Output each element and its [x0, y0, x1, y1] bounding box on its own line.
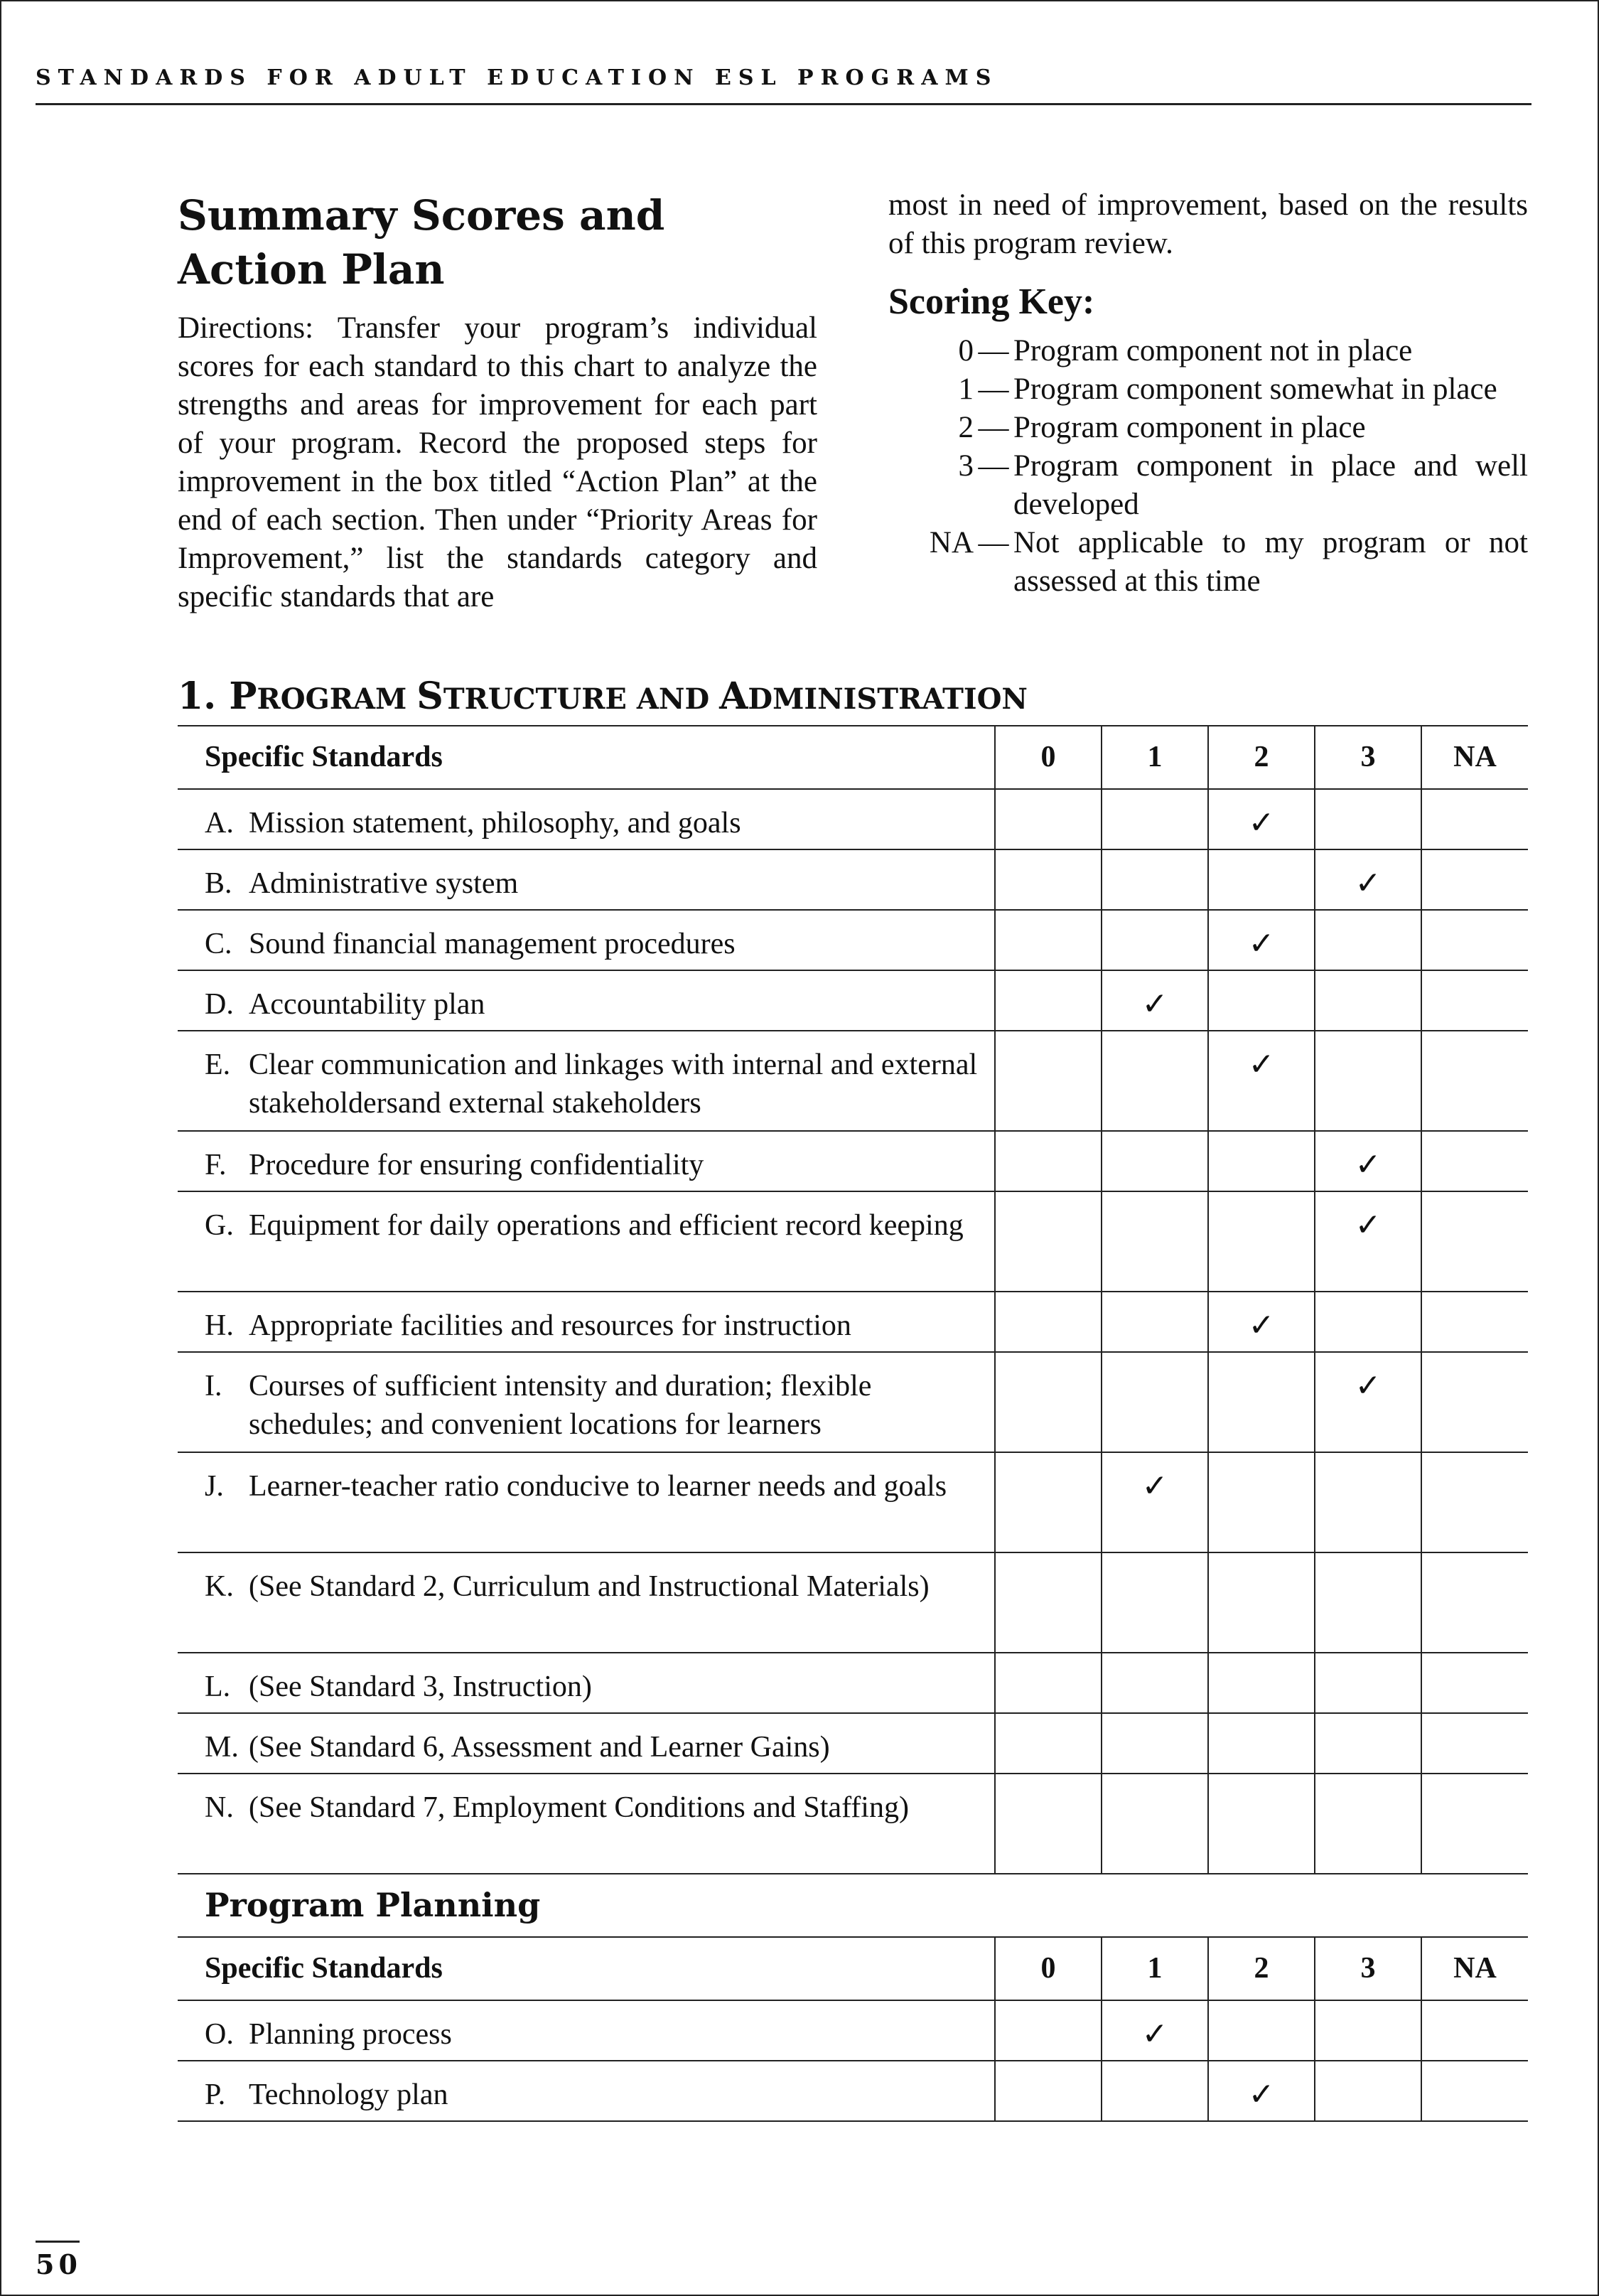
score-cell-1[interactable] — [1102, 1552, 1208, 1653]
page-number: 50 — [36, 2248, 82, 2280]
score-cell-3[interactable] — [1315, 2061, 1421, 2121]
score-cell-na[interactable] — [1421, 1774, 1528, 1874]
table-row — [178, 1031, 1528, 1131]
score-cell-2[interactable] — [1208, 2061, 1315, 2121]
page-title-line-1: Summary Scores and — [178, 191, 665, 240]
column-header-score-0: 0 — [995, 1937, 1102, 2000]
section-heading — [178, 672, 1028, 724]
table-row — [178, 1191, 1528, 1292]
standard-letter: A. — [205, 807, 234, 839]
standard-text: Planning process — [249, 2018, 452, 2051]
standard-letter: F. — [205, 1149, 227, 1181]
score-cell-2[interactable] — [1208, 2000, 1315, 2061]
folio-rule — [36, 2241, 80, 2243]
score-cell-na[interactable] — [1421, 849, 1528, 910]
scoring-key-code: 1 — [958, 372, 974, 406]
score-cell-2[interactable] — [1208, 849, 1315, 910]
table-row — [178, 1131, 1528, 1191]
column-header-score-2: 2 — [1208, 726, 1315, 789]
table-header-row — [178, 726, 1528, 789]
score-cell-0[interactable] — [995, 2000, 1102, 2061]
score-cell-na[interactable] — [1421, 1352, 1528, 1452]
score-cell-1[interactable] — [1102, 1131, 1208, 1191]
score-cell-2[interactable] — [1208, 1653, 1315, 1713]
standard-text: Administrative system — [249, 867, 519, 900]
standard-text: (See Standard 3, Instruction) — [249, 1670, 592, 1703]
column-header-score-1: 1 — [1102, 1937, 1208, 2000]
score-cell-1[interactable] — [1102, 2000, 1208, 2061]
standard-letter: O. — [205, 2018, 234, 2051]
table-row — [178, 789, 1528, 849]
score-cell-na[interactable] — [1421, 2061, 1528, 2121]
table-row — [178, 849, 1528, 910]
score-cell-2[interactable] — [1208, 1191, 1315, 1292]
em-dash: — — [978, 334, 1009, 368]
check-mark-icon: ✓ — [1355, 1207, 1382, 1243]
standard-letter: N. — [205, 1791, 234, 1824]
score-cell-2[interactable] — [1208, 1713, 1315, 1774]
scoring-key-item — [888, 332, 1528, 370]
standard-letter: B. — [205, 867, 232, 900]
score-cell-na[interactable] — [1421, 1713, 1528, 1774]
standard-letter: K. — [205, 1570, 234, 1603]
em-dash: — — [978, 411, 1009, 444]
standard-text: Courses of sufficient intensity and duration; flexible schedules; and convenient locations for learners — [249, 1370, 872, 1441]
score-cell-3[interactable] — [1315, 1352, 1421, 1452]
score-cell-2[interactable] — [1208, 1292, 1315, 1352]
standard-text: Clear communication and linkages with internal and external stakeholdersand external stakeholders — [249, 1048, 978, 1120]
score-cell-0[interactable] — [995, 1713, 1102, 1774]
scoring-key-item — [888, 447, 1528, 524]
standard-letter: L. — [205, 1670, 231, 1703]
score-cell-3[interactable] — [1315, 1031, 1421, 1131]
score-cell-3[interactable] — [1315, 1292, 1421, 1352]
check-mark-icon: ✓ — [1248, 805, 1275, 841]
score-cell-3[interactable] — [1315, 1774, 1421, 1874]
score-cell-2[interactable] — [1208, 910, 1315, 970]
scoring-key-heading: Scoring Key: — [888, 281, 1095, 322]
column-header-score-na: NA — [1421, 726, 1528, 789]
standard-text: Technology plan — [249, 2078, 448, 2111]
score-cell-2[interactable] — [1208, 1452, 1315, 1552]
column-header-label: Specific Standards — [178, 726, 995, 789]
standards-table — [178, 725, 1528, 2122]
score-cell-1[interactable] — [1102, 1031, 1208, 1131]
score-cell-na[interactable] — [1421, 1191, 1528, 1292]
score-cell-na[interactable] — [1421, 789, 1528, 849]
check-mark-icon: ✓ — [1141, 1468, 1168, 1504]
score-cell-2[interactable] — [1208, 1352, 1315, 1452]
score-cell-1[interactable] — [1102, 1713, 1208, 1774]
score-cell-2[interactable] — [1208, 1552, 1315, 1653]
table-header-row-2 — [178, 1937, 1528, 2000]
score-cell-1[interactable] — [1102, 1653, 1208, 1713]
scoring-key-text: Not applicable to my program or not assessed at this time — [1013, 526, 1528, 598]
score-cell-0[interactable] — [995, 1031, 1102, 1131]
score-cell-0[interactable] — [995, 910, 1102, 970]
check-mark-icon: ✓ — [1355, 865, 1382, 901]
directions-continued: most in need of improvement, based on the results of this program review. — [888, 188, 1528, 260]
table-row — [178, 970, 1528, 1031]
table-row — [178, 1552, 1528, 1653]
table-row — [178, 1653, 1528, 1713]
scoring-key-list — [888, 332, 1528, 601]
scoring-key-item — [888, 524, 1528, 601]
score-cell-na[interactable] — [1421, 1292, 1528, 1352]
score-cell-na[interactable] — [1421, 1552, 1528, 1653]
score-cell-0[interactable] — [995, 1552, 1102, 1653]
check-mark-icon: ✓ — [1355, 1147, 1382, 1183]
standard-letter: P. — [205, 2078, 226, 2111]
table-row — [178, 910, 1528, 970]
standard-letter: C. — [205, 928, 232, 960]
standard-text: Procedure for ensuring confidentiality — [249, 1149, 704, 1181]
score-cell-0[interactable] — [995, 849, 1102, 910]
score-cell-3[interactable] — [1315, 1552, 1421, 1653]
check-mark-icon: ✓ — [1248, 1046, 1275, 1083]
score-cell-3[interactable] — [1315, 970, 1421, 1031]
score-cell-3[interactable] — [1315, 1131, 1421, 1191]
table-row — [178, 2000, 1528, 2061]
check-mark-icon: ✓ — [1141, 2016, 1168, 2052]
standard-letter: J. — [205, 1470, 224, 1503]
scoring-key-code: NA — [929, 526, 974, 559]
scoring-key-item — [888, 409, 1528, 447]
directions-text — [178, 309, 817, 616]
scoring-key-text: Program component somewhat in place — [1013, 372, 1497, 406]
section-number: 1. — [178, 675, 217, 718]
score-cell-3[interactable] — [1315, 910, 1421, 970]
score-cell-1[interactable] — [1102, 1352, 1208, 1452]
score-cell-0[interactable] — [995, 1452, 1102, 1552]
table-row — [178, 1292, 1528, 1352]
check-mark-icon: ✓ — [1248, 926, 1275, 962]
column-header-score-0: 0 — [995, 726, 1102, 789]
subsection-row — [178, 1874, 1528, 1937]
score-cell-1[interactable] — [1102, 849, 1208, 910]
score-cell-1[interactable] — [1102, 789, 1208, 849]
running-head-rule — [36, 103, 1531, 105]
standard-letter: H. — [205, 1309, 234, 1342]
table-row — [178, 1774, 1528, 1874]
column-header-score-3: 3 — [1315, 1937, 1421, 2000]
score-cell-0[interactable] — [995, 789, 1102, 849]
standards-table-wrap — [178, 725, 1528, 2122]
scoring-key-code: 0 — [958, 334, 974, 368]
running-head: STANDARDS FOR ADULT EDUCATION ESL PROGRAMS — [36, 65, 998, 90]
score-cell-3[interactable] — [1315, 1713, 1421, 1774]
em-dash: — — [978, 372, 1009, 406]
score-cell-na[interactable] — [1421, 910, 1528, 970]
scoring-key-code: 2 — [958, 411, 974, 444]
score-cell-3[interactable] — [1315, 849, 1421, 910]
table-row — [178, 2061, 1528, 2121]
standard-letter: M. — [205, 1731, 239, 1764]
score-cell-0[interactable] — [995, 2061, 1102, 2121]
check-mark-icon: ✓ — [1355, 1368, 1382, 1404]
standard-letter: G. — [205, 1209, 234, 1242]
page-title — [178, 188, 675, 296]
column-header-score-1: 1 — [1102, 726, 1208, 789]
score-cell-3[interactable] — [1315, 1653, 1421, 1713]
score-cell-2[interactable] — [1208, 789, 1315, 849]
scoring-key-text: Program component in place — [1013, 411, 1366, 444]
score-cell-0[interactable] — [995, 1352, 1102, 1452]
score-cell-0[interactable] — [995, 970, 1102, 1031]
score-cell-2[interactable] — [1208, 1131, 1315, 1191]
score-cell-na[interactable] — [1421, 2000, 1528, 2061]
standard-letter: E. — [205, 1048, 231, 1081]
column-header-score-2: 2 — [1208, 1937, 1315, 2000]
standard-text: Equipment for daily operations and efficient record keeping — [249, 1209, 964, 1242]
score-cell-1[interactable] — [1102, 1774, 1208, 1874]
score-cell-0[interactable] — [995, 1292, 1102, 1352]
score-cell-3[interactable] — [1315, 1452, 1421, 1552]
column-header-score-na: NA — [1421, 1937, 1528, 2000]
score-cell-na[interactable] — [1421, 970, 1528, 1031]
score-cell-3[interactable] — [1315, 1191, 1421, 1292]
check-mark-icon: ✓ — [1248, 2076, 1275, 2113]
scoring-key-code: 3 — [958, 449, 974, 483]
column-header-score-3: 3 — [1315, 726, 1421, 789]
standard-text: Appropriate facilities and resources for instruction — [249, 1309, 851, 1342]
standard-letter: D. — [205, 988, 234, 1021]
check-mark-icon: ✓ — [1141, 986, 1168, 1022]
section-title: PROGRAM STRUCTURE AND ADMINISTRATION — [229, 675, 1028, 718]
standard-text: Learner-teacher ratio conducive to learner needs and goals — [249, 1470, 947, 1503]
page-title-line-2: Action Plan — [178, 245, 445, 294]
score-cell-0[interactable] — [995, 1653, 1102, 1713]
score-cell-3[interactable] — [1315, 2000, 1421, 2061]
score-cell-na[interactable] — [1421, 1131, 1528, 1191]
score-cell-0[interactable] — [995, 1191, 1102, 1292]
score-cell-1[interactable] — [1102, 970, 1208, 1031]
table-row — [178, 1352, 1528, 1452]
score-cell-0[interactable] — [995, 1774, 1102, 1874]
subsection-heading: Program Planning — [178, 1874, 1528, 1937]
standard-text: Accountability plan — [249, 988, 485, 1021]
standard-text: (See Standard 6, Assessment and Learner Gains) — [249, 1731, 830, 1764]
standard-text: (See Standard 7, Employment Conditions and Staffing) — [249, 1791, 909, 1824]
standard-text: Mission statement, philosophy, and goals — [249, 807, 741, 839]
score-cell-2[interactable] — [1208, 1774, 1315, 1874]
score-cell-3[interactable] — [1315, 789, 1421, 849]
score-cell-na[interactable] — [1421, 1452, 1528, 1552]
score-cell-0[interactable] — [995, 1131, 1102, 1191]
score-cell-1[interactable] — [1102, 1452, 1208, 1552]
check-mark-icon: ✓ — [1248, 1307, 1275, 1343]
score-cell-2[interactable] — [1208, 970, 1315, 1031]
column-header-label: Specific Standards — [178, 1937, 995, 2000]
standard-letter: I. — [205, 1370, 222, 1402]
score-cell-na[interactable] — [1421, 1653, 1528, 1713]
score-cell-1[interactable] — [1102, 1191, 1208, 1292]
score-cell-2[interactable] — [1208, 1031, 1315, 1131]
scoring-key-text: Program component not in place — [1013, 334, 1413, 368]
score-cell-1[interactable] — [1102, 910, 1208, 970]
standard-text: (See Standard 2, Curriculum and Instructional Materials) — [249, 1570, 930, 1603]
standard-text: Sound financial management procedures — [249, 928, 736, 960]
table-row — [178, 1452, 1528, 1552]
em-dash: — — [978, 526, 1009, 559]
scoring-key-text: Program component in place and well developed — [1013, 449, 1528, 521]
directions-body: Directions: Transfer your program’s individual scores for each standard to this chart to analyze the strengths and areas for improvement for each part of your program. Record the proposed steps for improvement in the box titled “Action Plan” at the end of each section. Then under “Priority Areas for Improvement,” list the standards category and specific standards that are — [178, 311, 817, 613]
table-row — [178, 1713, 1528, 1774]
score-cell-1[interactable] — [1102, 2061, 1208, 2121]
em-dash: — — [978, 449, 1009, 483]
score-cell-1[interactable] — [1102, 1292, 1208, 1352]
score-cell-na[interactable] — [1421, 1031, 1528, 1131]
scoring-key-item — [888, 370, 1528, 409]
